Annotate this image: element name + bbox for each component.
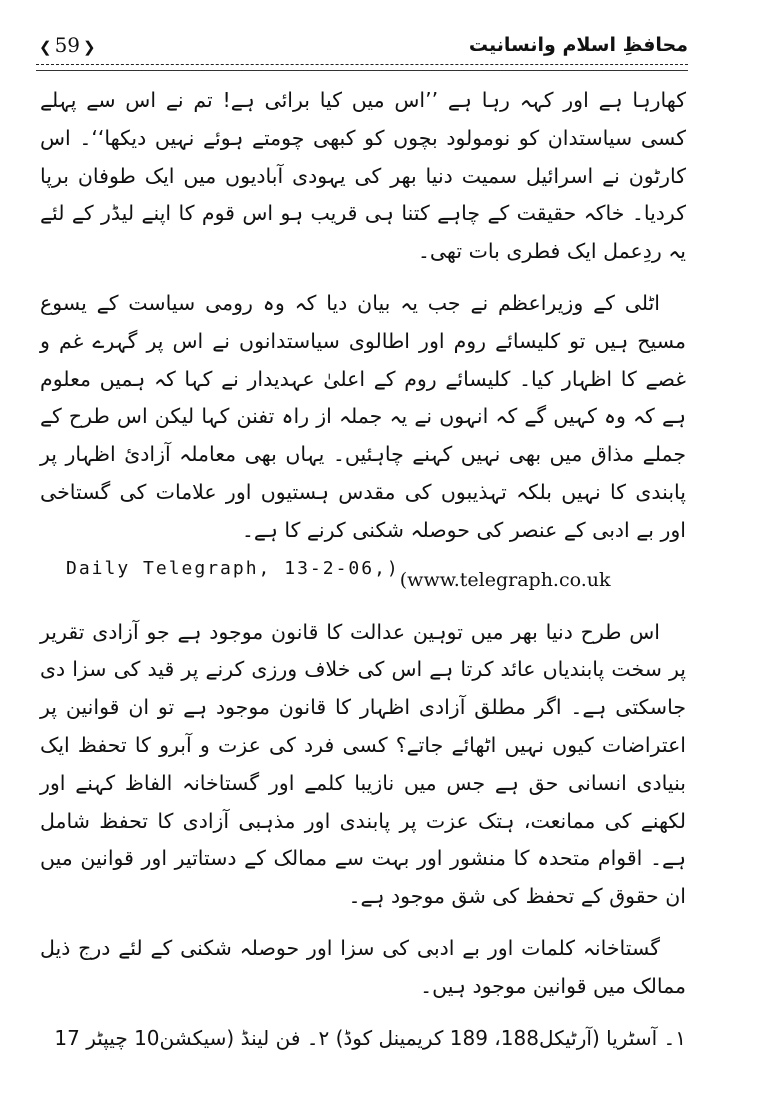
citation-inline: Daily Telegraph, 13-2-06,)	[66, 557, 400, 579]
page-header	[36, 30, 688, 64]
paragraph-2-text: اٹلی کے وزیراعظم نے جب یہ بیان دیا کہ وہ رومی سیاست کے یسوع مسیح ہیں تو کلیسائے روم اور اطالوی سیاستدانوں نے اس پر گہرے غم و غصے کا اظہار کیا۔ کلیسائے روم کے اعلیٰ عہدیدار نے کہا کہ ہمیں معلوم ہے کہ وہ کہیں گے کہ انہوں نے یہ جملہ از راہ تفنن کہا لیکن اس طرح کے جملے مذاق میں بھی نہیں کہنے چاہئیں۔ یہاں بھی معاملہ آزادیٔ اظہار پر پابندی کا نہیں بلکہ تہذیبوں کی مقدس ہستیوں اور علامات کی گستاخی اور بے ادبی کے عنصر کی حوصلہ شکنی کرنے کا ہے۔	[40, 290, 686, 542]
running-title: محافظِ اسلام وانسانیت	[468, 34, 688, 56]
header-rule-solid	[36, 70, 688, 71]
paragraph-5-list: ۱۔ آسٹریا (آرٹیکل188، 189 کریمینل کوڈ) ۲۔ فن لینڈ (سیکشن10 چیپٹر 17	[54, 1025, 686, 1050]
ornament-right-icon: ❯	[83, 38, 96, 56]
paragraph-3: اس طرح دنیا بھر میں توہین عدالت کا قانون موجود ہے جو آزادی تقریر پر سخت پابندیاں عائد کرتا ہے اس کی خلاف ورزی کرنے پر قید کی سزا دی جاسکتی ہے۔ اگر مطلق آزادی اظہار کا قانون موجود ہے تو ان قوانین پر اعتراضات کیوں نہیں اٹھائے جاتے؟ کسی فرد کی عزت و آبرو کا تحفظ ایک بنیادی انسانی حق ہے جس میں نازیبا کلمے اور گستاخانہ الفاظ کہنے اور لکھنے کی ممانعت، ہتک عزت پر پابندی اور مذہبی آزادی کا تحفظ شامل ہے۔ اقوام متحدہ کا منشور اور بہت سے ممالک کے دستاتیر اور قوانین میں ان حقوق کے تحفظ کی شق موجود ہے۔	[40, 619, 686, 909]
paragraph-1: کھارہا ہے اور کہہ رہا ہے ’’اس میں کیا برائی ہے! تم نے اس سے پہلے کسی سیاستدان کو نومولود بچوں کو کبھی چومتے ہوئے نہیں دیکھا‘‘۔ اس کارٹون نے اسرائیل سمیت دنیا بھر کی یہودی آبادیوں میں ایک طوفان برپا کردیا۔ خاکہ حقیقت کے چاہے کتنا ہی قریب ہو اس قوم کا اپنے لیڈر کے لئے یہ ردِعمل ایک فطری بات تھی۔	[40, 88, 686, 264]
ornament-left-icon: ❮	[39, 38, 52, 56]
page-number-value: 59	[54, 33, 81, 57]
paragraph-4: گستاخانہ کلمات اور بے ادبی کی سزا اور حوصلہ شکنی کے لئے درج ذیل ممالک میں قوانین موجود ہیں۔	[40, 935, 686, 998]
citation-url: (www.telegraph.co.uk	[399, 568, 611, 591]
body-text	[40, 82, 686, 1071]
paragraph-2	[40, 285, 686, 579]
page-number	[36, 30, 99, 62]
header-rule-dashed	[36, 64, 688, 65]
